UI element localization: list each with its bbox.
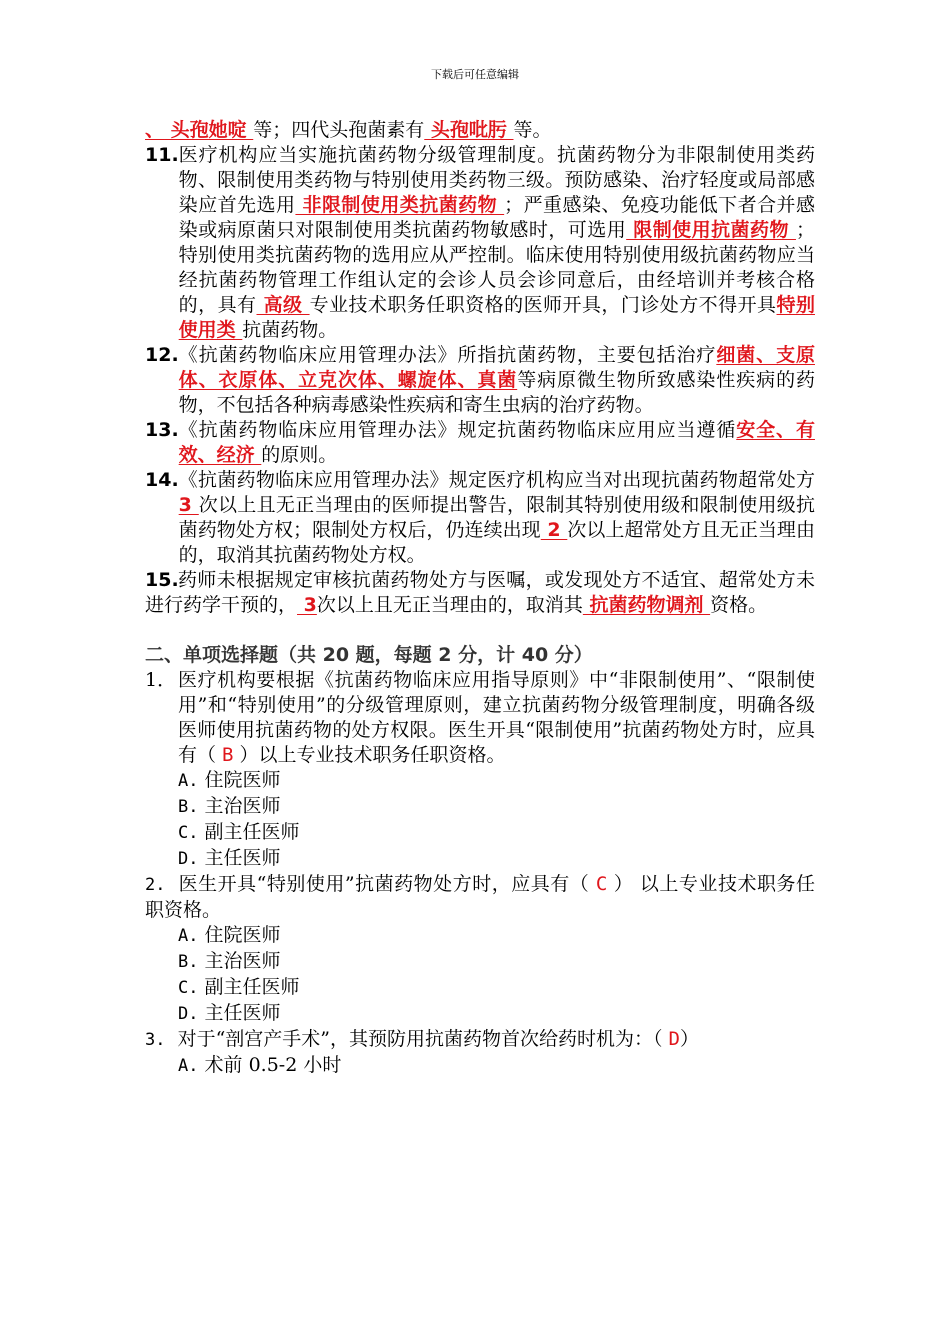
question-text: ） 以上专业技术职务任职资格。	[145, 873, 815, 921]
question-text: 的原则。	[261, 444, 338, 466]
answer-blank: 抗菌药物调剂	[582, 594, 711, 616]
question-12	[145, 343, 815, 418]
mc-question-2	[145, 872, 815, 923]
question-text: 抗菌药物。	[242, 319, 338, 341]
question-number: 1．	[145, 669, 177, 691]
question-text: 医疗机构要根据《抗菌药物临床应用指导原则》中“非限制使用”、“限制使用”和“特别使用”的分级管理原则，建立抗菌药物分级管理制度，明确各级医师使用抗菌药物的处方权限。医生开具“限制使用”抗菌药物处方时，应具有（	[178, 669, 815, 766]
question-text: 资格。	[710, 594, 768, 616]
question-number: 12.	[145, 344, 179, 366]
question-text: 医生开具“特别使用”抗菌药物处方时，应具有（	[178, 873, 596, 895]
answer-blank: 3	[178, 494, 199, 516]
question-number: 15.	[145, 569, 179, 591]
option-item: D. 主任医师	[178, 1002, 281, 1024]
answer-blank: 限制使用抗菌药物	[626, 219, 796, 241]
question-text: 药师未根据规定审核抗菌药物处方与医嘱，或发现处方不适宜、超常处方未进行药学干预的，	[145, 569, 815, 616]
answer-blank: 细菌、支原体、衣原体、立克次体、螺旋体、真菌	[178, 344, 815, 391]
question-text: 《抗菌药物临床应用管理办法》规定医疗机构应当对出现抗菌药物超常处方	[178, 469, 815, 491]
answer-letter: C	[595, 873, 608, 895]
question-text: ；特别使用类抗菌药物的选用应从严控制。临床使用特别使用级抗菌药物应当经抗菌药物管理工作组认定的会诊人员会诊同意后，由经培训并考核合格的，具有	[178, 219, 815, 316]
question-text: 对于“剖宫产手术”，其预防用抗菌药物首次给药时机为：（	[177, 1028, 669, 1050]
question-11	[145, 143, 815, 343]
option-item: C. 副主任医师	[178, 976, 300, 998]
question-15-body	[145, 568, 815, 618]
question-text: ）以上专业技术职务任职资格。	[233, 744, 506, 766]
answer-blank: 安全、有效、经济	[178, 419, 815, 466]
page-header: 下载后可任意编辑	[431, 68, 519, 81]
option-item: D. 主任医师	[178, 847, 281, 869]
answer-letter: D	[668, 1028, 680, 1050]
question-13	[145, 418, 815, 468]
question-text: ）	[680, 1028, 700, 1050]
option-item: A. 住院医师	[178, 769, 281, 791]
question-number: 11.	[145, 144, 179, 166]
mc-question-1	[145, 668, 815, 768]
question-text: ；严重感染、免疫功能低下者合并感染或病原菌只对限制使用类抗菌药物敏感时，可选用	[178, 194, 815, 241]
question-text: 等病原微生物所致感染性疾病的药物，不包括各种病毒感染性疾病和寄生虫病的治疗药物。	[178, 369, 815, 416]
q10-continuation	[145, 118, 815, 143]
option-item: C. 副主任医师	[178, 821, 300, 843]
option-item: B. 主治医师	[178, 795, 281, 817]
question-number: 13.	[145, 419, 179, 441]
question-number: 14.	[145, 469, 179, 491]
document-body	[145, 118, 815, 1079]
section-title: 二、单项选择题（共 20 题，每题 2 分，计 40 分）	[145, 644, 593, 666]
answer-blank: 、	[145, 119, 165, 141]
answer-blank: 3	[297, 594, 317, 616]
answer-blank: 2	[540, 519, 568, 541]
question-number: 3.	[145, 1030, 166, 1050]
answer-blank: 高级	[256, 294, 310, 316]
question-text: 专业技术职务任职资格的医师开具，门诊处方不得开具	[309, 294, 777, 316]
question-text: 次以上超常处方且无正当理由的，取消其抗菌药物处方权。	[178, 519, 815, 566]
question-14	[145, 468, 815, 568]
answer-letter: B	[222, 744, 234, 766]
question-text: 《抗菌药物临床应用管理办法》规定抗菌药物临床应用应当遵循	[178, 419, 737, 441]
question-text: 次以上且无正当理由的，取消其	[316, 594, 583, 616]
question-text: 等。	[513, 119, 552, 141]
question-number: 2.	[145, 875, 166, 895]
option-item: B. 主治医师	[178, 950, 281, 972]
answer-blank: 特别使用类	[178, 294, 815, 341]
mc-question-3	[145, 1027, 815, 1053]
question-text: 医疗机构应当实施抗菌药物分级管理制度。抗菌药物分为非限制使用类药物、限制使用类药物与特别使用类药物三级。预防感染、治疗轻度或局部感染应首先选用	[178, 144, 815, 216]
question-text: 次以上且无正当理由的医师提出警告，限制其特别使用级和限制使用级抗菌药物处方权；限制处方权后，仍连续出现	[178, 494, 815, 541]
answer-blank: 头孢她啶	[164, 119, 254, 141]
answer-blank: 头孢吡肟	[424, 119, 514, 141]
option-item: A. 术前 0.5-2 小时	[178, 1054, 342, 1076]
question-text: 等；四代头孢菌素有	[253, 119, 425, 141]
option-item: A. 住院医师	[178, 924, 281, 946]
answer-blank: 非限制使用类抗菌药物	[295, 194, 505, 216]
question-text: 《抗菌药物临床应用管理办法》所指抗菌药物，主要包括治疗	[178, 344, 717, 366]
